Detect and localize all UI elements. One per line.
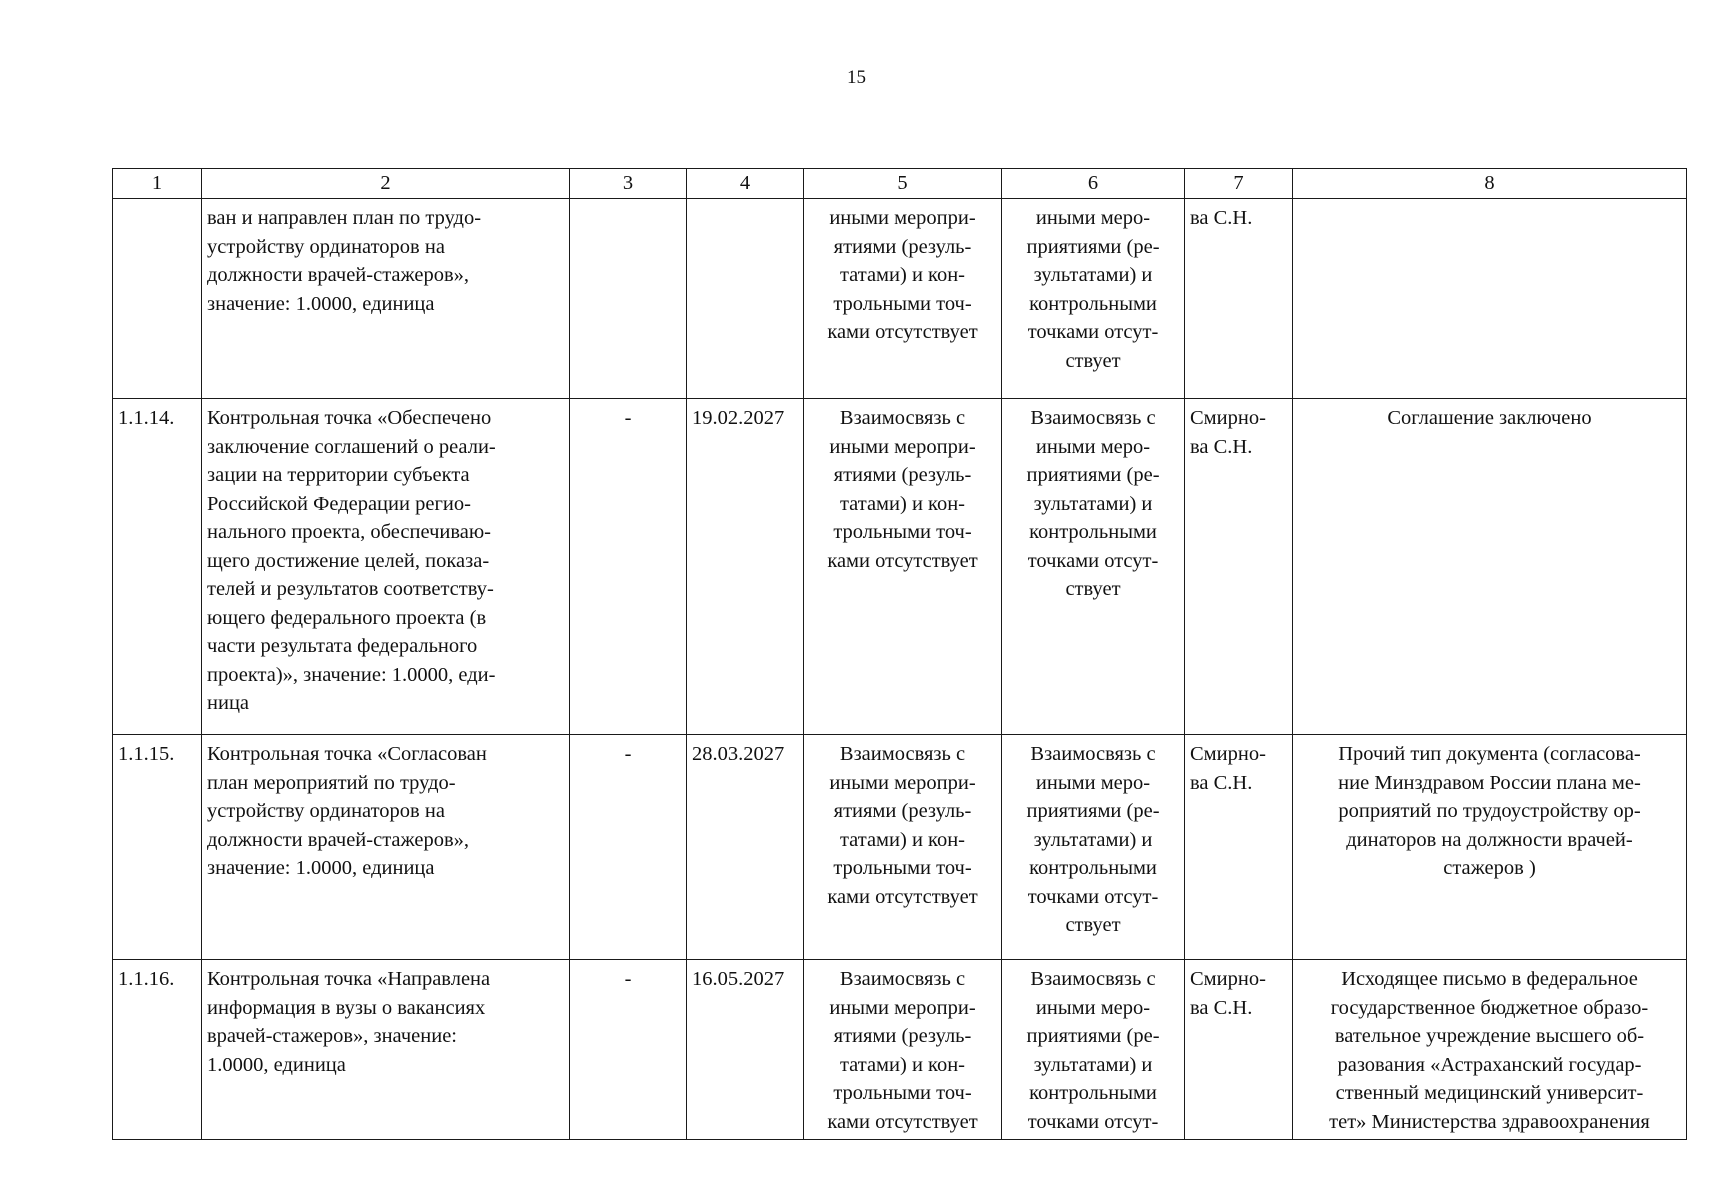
relation-line: ятиями (резуль- (833, 464, 972, 486)
checkpoint-description-cell (202, 960, 570, 1140)
relation-line: приятиями (ре- (1026, 464, 1160, 486)
relation-line: ствует (1065, 349, 1121, 372)
responsible-line: ва С.Н. (1190, 207, 1253, 229)
column-number: 7 (1185, 169, 1293, 199)
relation-checkpoints-cell (1002, 960, 1185, 1140)
relation-checkpoints-cell (1002, 399, 1185, 735)
responsible-cell (1185, 399, 1293, 735)
document-line: динаторов на должности врачей- (1346, 828, 1633, 851)
document-line: роприятий по трудоустройству ор- (1338, 800, 1641, 822)
table-row (113, 735, 1687, 960)
column-number: 8 (1293, 169, 1687, 199)
relation-checkpoints-cell (1002, 199, 1185, 399)
date-cell: 19.02.2027 (687, 399, 804, 735)
description-line: щего достижение целей, показа- (207, 549, 490, 572)
description-line: Контрольная точка «Направлена (207, 968, 491, 990)
description-line: Контрольная точка «Обеспечено (207, 407, 492, 429)
relation-line: контрольными (1029, 857, 1157, 879)
document-line: тет» Министерства здравоохранения (1329, 1110, 1650, 1133)
date-cell (687, 199, 804, 399)
description-line: ница (207, 692, 250, 714)
relation-line: иными меро- (1035, 771, 1151, 794)
relation-line: трольными точ- (833, 521, 972, 543)
relation-line: ками отсутствует (827, 549, 978, 572)
checkpoint-description-cell (202, 399, 570, 735)
relation-line: Взаимосвязь с (839, 743, 966, 765)
relation-line: ствует (1065, 578, 1121, 600)
relation-line: точками отсут- (1027, 321, 1159, 343)
relation-line: ствует (1065, 914, 1121, 936)
description-line: зации на территории субъекта (207, 464, 470, 486)
checkpoints-table (112, 168, 1687, 1140)
row-number-cell: 1.1.15. (113, 735, 202, 960)
description-line: 1.0000, единица (207, 1053, 346, 1076)
relation-line: иными меропри- (829, 435, 976, 458)
checkpoint-description-cell (202, 199, 570, 399)
document-cell (1293, 960, 1687, 1140)
relation-line: зультатами) и (1033, 264, 1153, 286)
description-line: должности врачей-стажеров», (207, 828, 470, 851)
relation-line: иными меро- (1035, 435, 1151, 458)
relation-line: ками отсутствует (827, 885, 978, 908)
relation-line: иными меро- (1035, 996, 1151, 1019)
relation-line: приятиями (ре- (1026, 1025, 1160, 1047)
relation-line: трольными точ- (833, 292, 972, 315)
document-cell (1293, 199, 1687, 399)
relation-line: иными меропри- (829, 996, 976, 1019)
relation-line: иными меро- (1035, 207, 1151, 229)
column-3-cell: - (570, 735, 687, 960)
description-line: части результата федерального (207, 635, 478, 657)
relation-activities-cell (804, 199, 1002, 399)
description-line: телей и результатов соответству- (207, 578, 494, 600)
description-line: Контрольная точка «Согласован (207, 743, 487, 765)
column-number: 1 (113, 169, 202, 199)
relation-line: контрольными (1029, 292, 1157, 315)
relation-line: трольными точ- (833, 857, 972, 879)
relation-line: Взаимосвязь с (839, 968, 966, 990)
column-3-cell: - (570, 399, 687, 735)
relation-line: татами) и кон- (839, 1053, 966, 1076)
description-line: значение: 1.0000, единица (207, 857, 435, 879)
document-line: ние Минздравом России плана ме- (1338, 771, 1641, 794)
relation-activities-cell (804, 960, 1002, 1140)
document-line: вательное учреждение высшего об- (1334, 1025, 1645, 1047)
document-line: Соглашение заключено (1387, 407, 1592, 429)
document-line: государственное бюджетное образо- (1330, 996, 1649, 1019)
document-line: стажеров ) (1443, 857, 1536, 879)
relation-line: трольными точ- (833, 1082, 972, 1104)
document-line: ственный медицинский университ- (1335, 1082, 1644, 1104)
description-line: план мероприятий по трудо- (207, 771, 456, 794)
description-line: значение: 1.0000, единица (207, 292, 435, 315)
relation-line: ятиями (резуль- (833, 1025, 972, 1047)
responsible-cell (1185, 960, 1293, 1140)
document-line: разования «Астраханский государ- (1337, 1053, 1642, 1076)
description-line: информация в вузы о вакансиях (207, 996, 486, 1019)
relation-line: иными меропри- (829, 207, 976, 229)
description-line: ющего федерального проекта (в (207, 606, 487, 629)
description-line: нального проекта, обеспечиваю- (207, 521, 491, 543)
responsible-line: Смирно- (1190, 407, 1266, 429)
page-number: 15 (847, 67, 866, 88)
responsible-cell (1185, 735, 1293, 960)
date-cell: 16.05.2027 (687, 960, 804, 1140)
table-row (113, 960, 1687, 1140)
description-line: врачей-стажеров», значение: (207, 1025, 457, 1047)
column-number: 2 (202, 169, 570, 199)
responsible-cell (1185, 199, 1293, 399)
description-line: должности врачей-стажеров», (207, 264, 470, 286)
relation-line: татами) и кон- (839, 264, 966, 286)
document-cell (1293, 735, 1687, 960)
relation-checkpoints-cell (1002, 735, 1185, 960)
relation-line: ятиями (резуль- (833, 800, 972, 822)
relation-line: точками отсут- (1027, 1110, 1159, 1133)
relation-line: татами) и кон- (839, 828, 966, 851)
responsible-line: ва С.Н. (1190, 996, 1253, 1019)
date-cell: 28.03.2027 (687, 735, 804, 960)
column-number: 6 (1002, 169, 1185, 199)
relation-activities-cell (804, 735, 1002, 960)
relation-line: иными меропри- (829, 771, 976, 794)
column-3-cell: - (570, 960, 687, 1140)
relation-line: точками отсут- (1027, 549, 1159, 572)
relation-line: Взаимосвязь с (1030, 743, 1156, 765)
table-body (113, 169, 1687, 1140)
relation-line: Взаимосвязь с (839, 407, 966, 429)
column-number-row (113, 169, 1687, 199)
relation-line: зультатами) и (1033, 1053, 1153, 1076)
relation-line: татами) и кон- (839, 492, 966, 515)
column-number: 5 (804, 169, 1002, 199)
row-number-cell: 1.1.14. (113, 399, 202, 735)
relation-line: ятиями (резуль- (833, 235, 972, 258)
column-3-cell (570, 199, 687, 399)
relation-line: ками отсутствует (827, 321, 978, 343)
relation-line: ками отсутствует (827, 1110, 978, 1133)
table-row (113, 399, 1687, 735)
relation-line: приятиями (ре- (1026, 235, 1160, 258)
checkpoint-description-cell (202, 735, 570, 960)
relation-line: зультатами) и (1033, 828, 1153, 851)
description-line: устройству ординаторов на (207, 235, 445, 258)
description-line: устройству ординаторов на (207, 800, 445, 822)
responsible-line: ва С.Н. (1190, 771, 1253, 794)
relation-line: приятиями (ре- (1026, 800, 1160, 822)
description-line: ван и направлен план по трудо- (207, 207, 482, 229)
responsible-line: Смирно- (1190, 743, 1266, 765)
responsible-line: Смирно- (1190, 968, 1266, 990)
relation-line: контрольными (1029, 521, 1157, 543)
column-number: 4 (687, 169, 804, 199)
table-row (113, 199, 1687, 399)
relation-line: Взаимосвязь с (1030, 968, 1156, 990)
column-number: 3 (570, 169, 687, 199)
row-number-cell: 1.1.16. (113, 960, 202, 1140)
description-line: Российской Федерации регио- (207, 492, 471, 515)
relation-line: Взаимосвязь с (1030, 407, 1156, 429)
relation-line: точками отсут- (1027, 885, 1159, 908)
description-line: заключение соглашений о реали- (207, 435, 496, 458)
relation-activities-cell (804, 399, 1002, 735)
document-cell (1293, 399, 1687, 735)
description-line: проекта)», значение: 1.0000, еди- (207, 663, 496, 686)
document-line: Прочий тип документа (согласова- (1338, 743, 1641, 765)
relation-line: контрольными (1029, 1082, 1157, 1104)
responsible-line: ва С.Н. (1190, 435, 1253, 458)
relation-line: зультатами) и (1033, 492, 1153, 515)
document-line: Исходящее письмо в федеральное (1341, 968, 1638, 990)
row-number-cell (113, 199, 202, 399)
